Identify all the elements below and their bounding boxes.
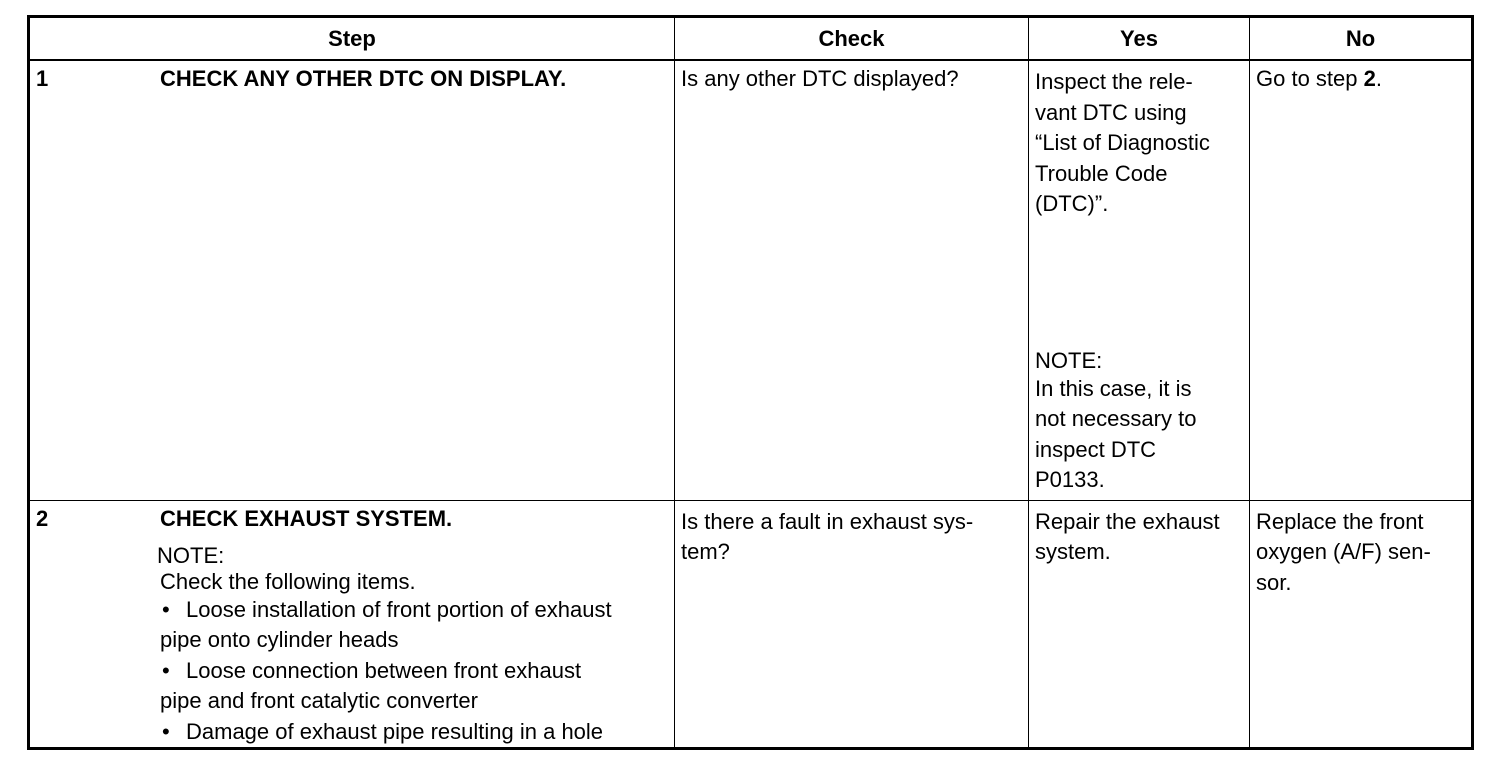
no-instruction: Go to step 2. — [1256, 66, 1382, 91]
header-row — [29, 17, 1473, 61]
yes-note-line: In this case, it is — [1035, 375, 1192, 401]
check-line: tem? — [681, 539, 730, 564]
check-line: Is there a fault in exhaust sys- — [681, 508, 974, 534]
note-intro: Check the following items. — [160, 568, 416, 594]
list-item: • Damage of exhaust pipe resulting in a hole — [160, 717, 666, 748]
yes-line: Repair the exhaust — [1035, 508, 1220, 534]
check-question: Is any other DTC displayed? — [681, 66, 959, 91]
step-title: CHECK EXHAUST SYSTEM. — [160, 505, 453, 531]
header-step: Step — [29, 17, 675, 61]
note-label: NOTE: — [157, 542, 225, 568]
no-line: Replace the front — [1256, 508, 1424, 534]
header-check: Check — [675, 17, 1029, 61]
check-cell — [675, 60, 1029, 500]
no-cell — [1250, 500, 1473, 749]
table-row — [29, 60, 1473, 500]
yes-line: vant DTC using — [1035, 99, 1187, 125]
yes-note-label: NOTE: — [1035, 347, 1103, 373]
yes-line: “List of Diagnostic — [1035, 130, 1210, 155]
step-number: 2 — [36, 505, 49, 531]
yes-line: Trouble Code — [1035, 160, 1168, 186]
step-number: 1 — [36, 66, 49, 91]
step-cell — [29, 60, 675, 500]
yes-note-line: inspect DTC — [1035, 436, 1157, 462]
yes-line: (DTC)”. — [1035, 191, 1109, 216]
yes-line: system. — [1035, 539, 1111, 564]
list-item-continuation: pipe and front catalytic converter — [160, 688, 478, 713]
bullet-icon: • — [162, 657, 170, 683]
list-item: • Loose connection between front exhaust — [160, 656, 666, 687]
list-item: • Loose installation of front portion of exhaust — [160, 595, 666, 626]
yes-cell — [1029, 500, 1250, 749]
step-title: CHECK ANY OTHER DTC ON DISPLAY. — [160, 66, 567, 91]
no-cell — [1250, 60, 1473, 500]
no-line: sor. — [1256, 569, 1292, 595]
check-cell — [675, 500, 1029, 749]
bullet-icon: • — [162, 596, 170, 622]
bullet-icon: • — [162, 718, 170, 744]
header-no: No — [1250, 17, 1473, 61]
step-reference: 2 — [1363, 66, 1376, 91]
table-row — [29, 500, 1473, 749]
yes-note-line: not necessary to — [1035, 406, 1197, 431]
yes-cell — [1029, 60, 1250, 500]
yes-note-line: P0133. — [1035, 467, 1105, 492]
list-item-continuation: pipe onto cylinder heads — [160, 627, 399, 652]
yes-line: Inspect the rele- — [1035, 69, 1193, 94]
step-cell — [29, 500, 675, 749]
header-yes: Yes — [1029, 17, 1250, 61]
diagnostic-table — [27, 15, 1474, 750]
no-line: oxygen (A/F) sen- — [1256, 539, 1431, 564]
